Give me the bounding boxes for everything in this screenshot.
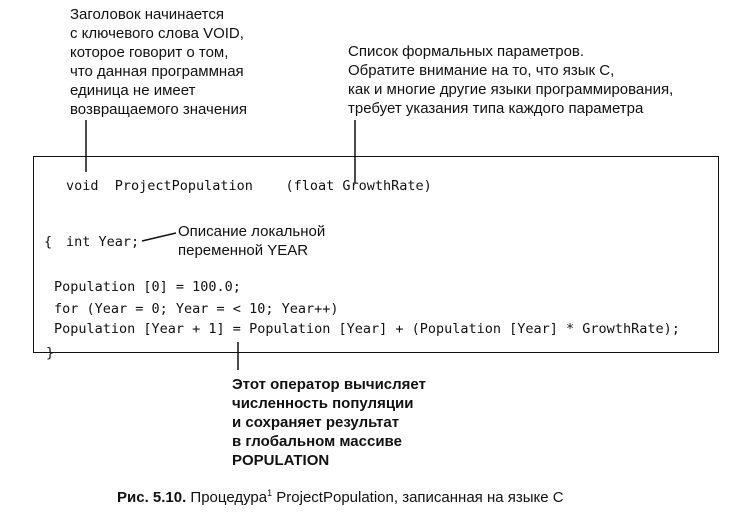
figure-caption — [117, 488, 564, 506]
leader-line-local — [142, 233, 176, 241]
code-line-for: for (Year = 0; Year = < 10; Year++) — [54, 301, 339, 317]
annotation-line: требует указания типа каждого параметра — [348, 100, 644, 117]
annotation-line: которое говорит о том, — [70, 44, 229, 61]
annotation-line: и сохраняет результат — [232, 414, 400, 431]
code-open-brace: { — [44, 234, 53, 250]
code-line-init: Population [0] = 100.0; — [54, 279, 241, 295]
annotation-line: переменной YEAR — [178, 242, 309, 259]
annotation-line: единица не имеет — [70, 82, 196, 99]
code-line-assign: Population [Year + 1] = Population [Year] + (Population [Year] * GrowthRate); — [54, 321, 680, 337]
caption-text-before: Процедура — [186, 489, 268, 506]
annotation-line: Этот оператор вычисляет — [232, 376, 426, 393]
annotation-line: Список формальных параметров. — [348, 43, 585, 60]
annotation-line: с ключевого слова VOID, — [70, 25, 244, 42]
annotation-line: как и многие другие языки программирования, — [348, 81, 674, 98]
code-close-brace: } — [46, 345, 55, 361]
annotation-line: Обратите внимание на то, что язык C, — [348, 62, 615, 79]
caption-footnote-mark: 1 — [267, 488, 273, 498]
caption-text-after: ProjectPopulation, записанная на языке C — [272, 489, 564, 506]
annotation-line: возвращаемого значения — [70, 101, 247, 118]
code-local-declaration: int Year; — [66, 234, 140, 250]
annotation-line: в глобальном массиве — [232, 433, 402, 450]
annotation-line: POPULATION — [232, 452, 330, 469]
caption-label: Рис. 5.10. — [117, 489, 187, 506]
annotation-line: Заголовок начинается — [70, 6, 224, 23]
code-declaration: void ProjectPopulation (float GrowthRate) — [66, 178, 432, 194]
annotation-line: Описание локальной — [178, 223, 326, 240]
annotation-line: что данная программная — [70, 63, 244, 80]
annotation-line: численность популяции — [232, 395, 414, 412]
